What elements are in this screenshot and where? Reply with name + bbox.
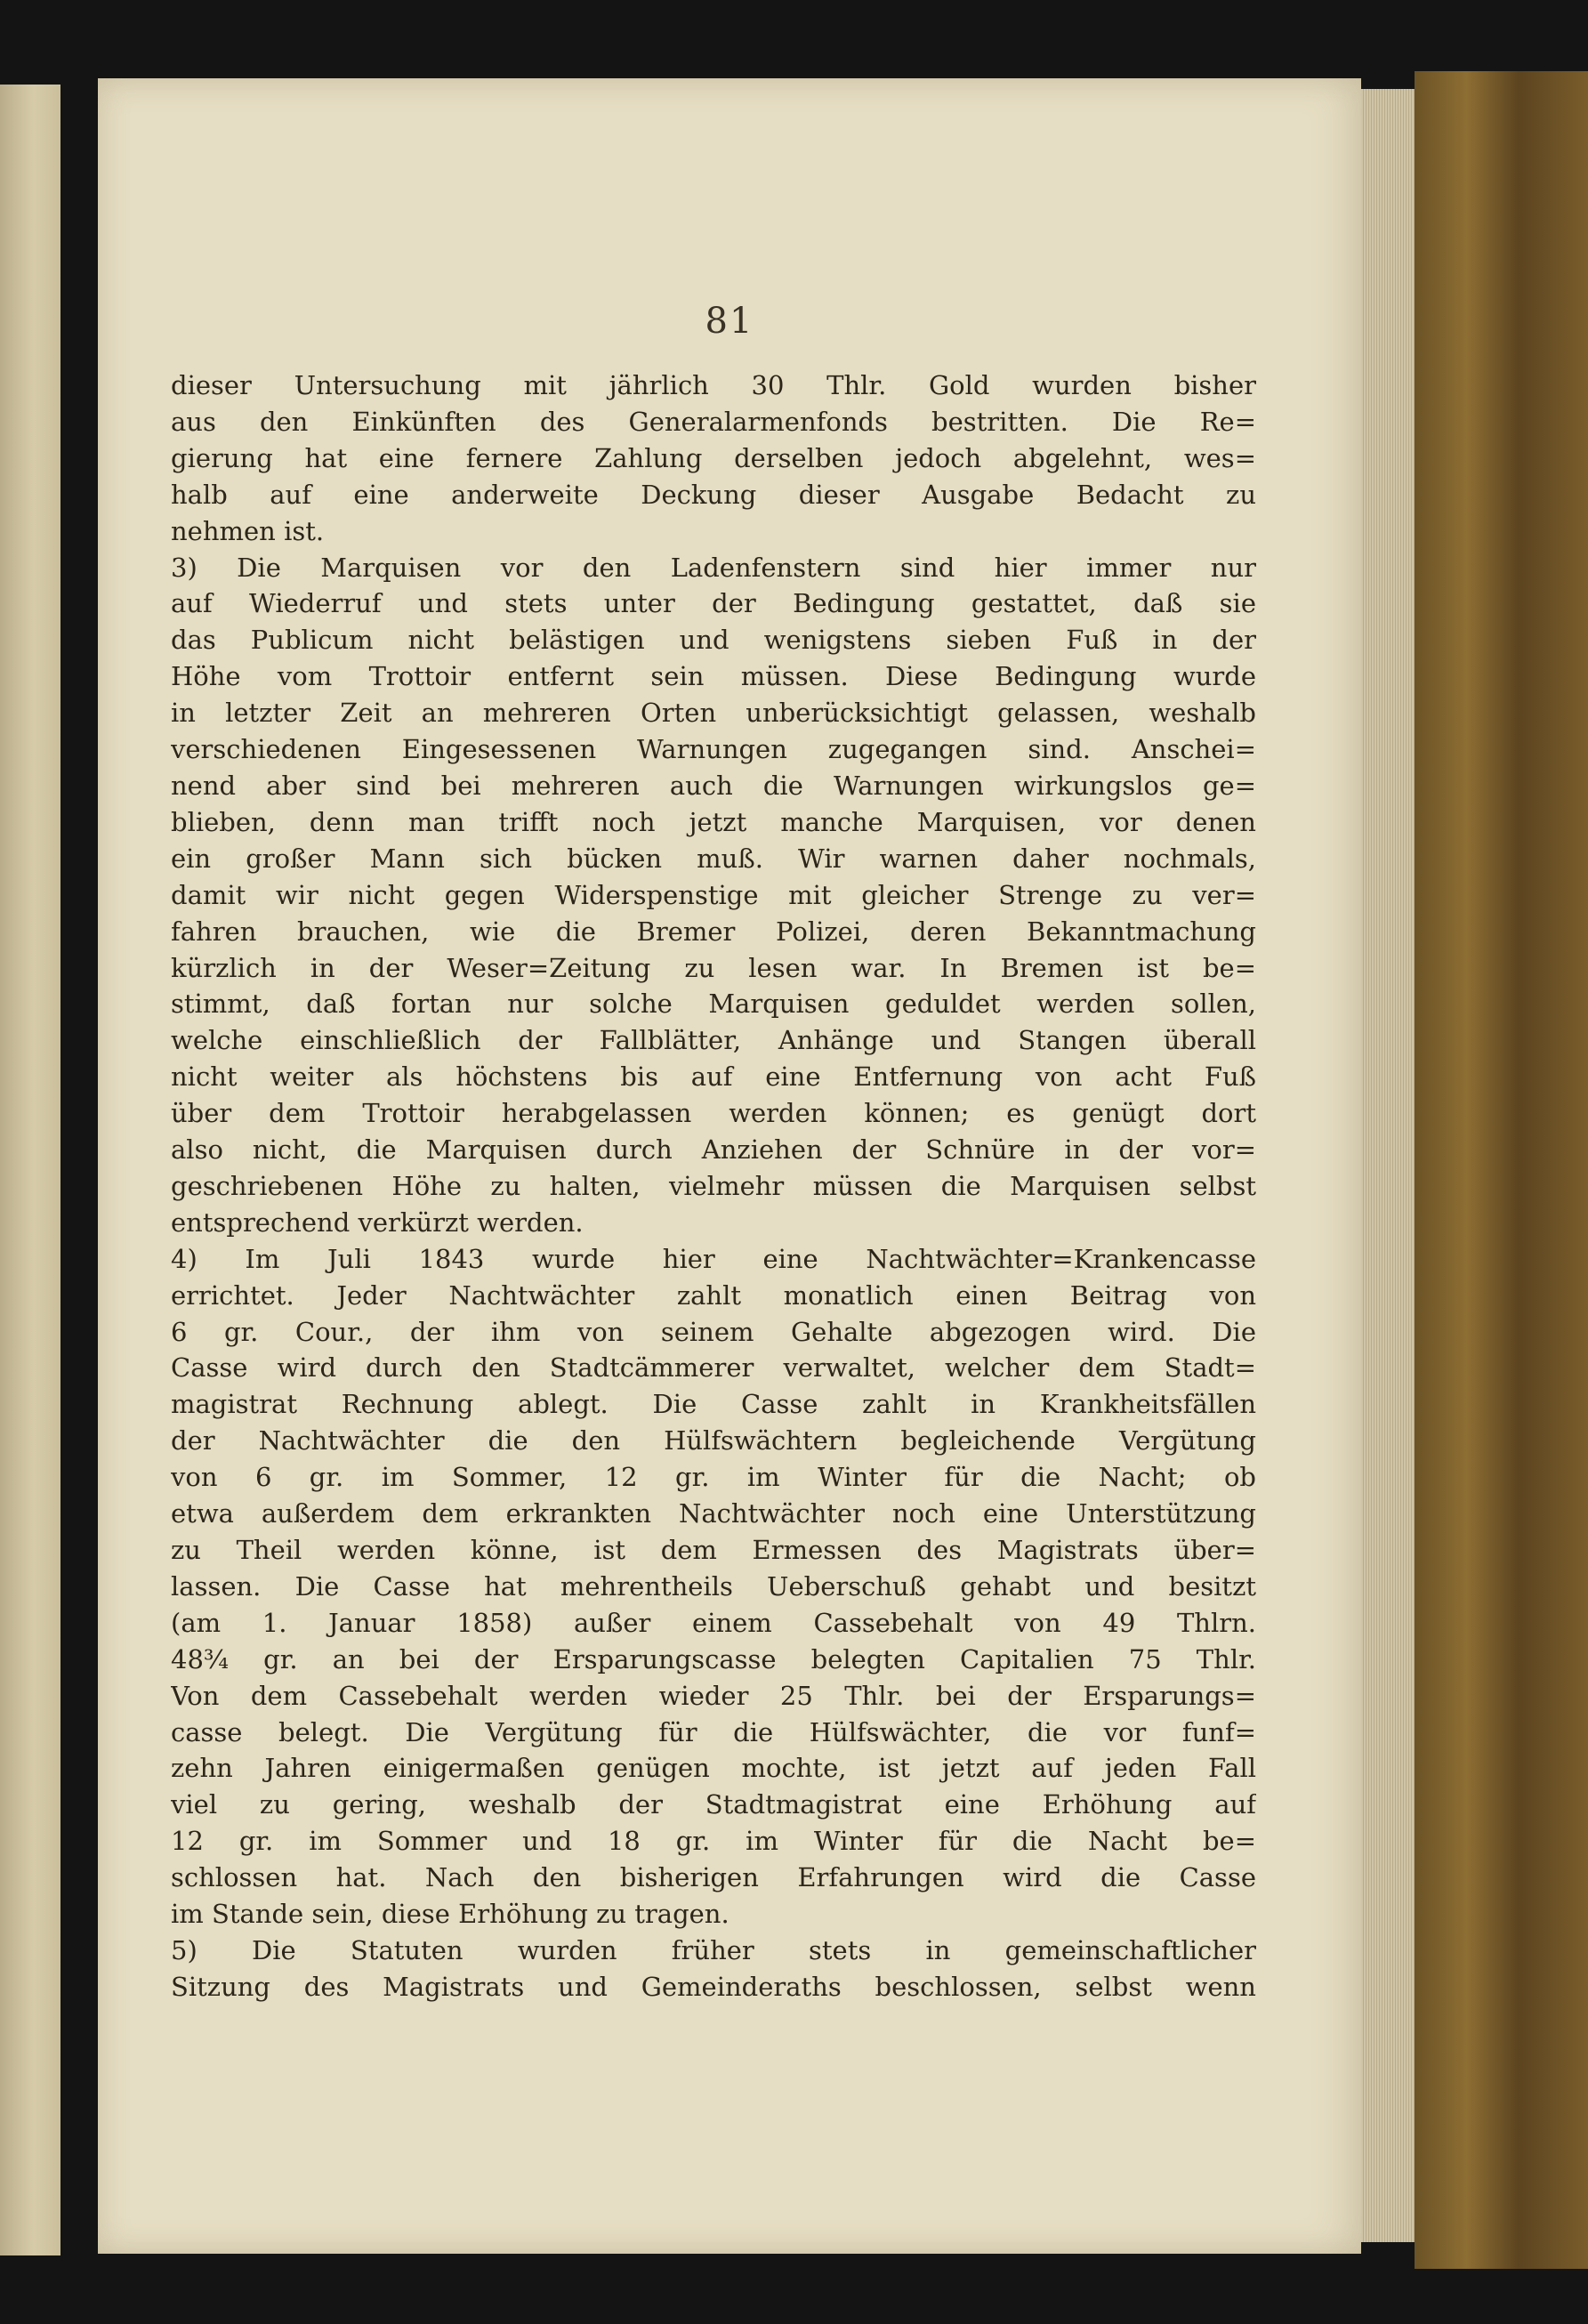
body-text xyxy=(171,367,1256,2005)
text-line: 12 gr. im Sommer und 18 gr. im Winter für die Nacht be= xyxy=(171,1826,1256,1857)
text-line: gierung hat eine fernere Zahlung derselben jedoch abgelehnt, wes= xyxy=(171,442,1256,473)
text-line: nend aber sind bei mehreren auch die Warnungen wirkungslos ge= xyxy=(171,770,1256,801)
text-line: zu Theil werden könne, ist dem Ermessen des Magistrats über= xyxy=(171,1535,1256,1565)
text-line: casse belegt. Die Vergütung für die Hülfswächter, die vor funf= xyxy=(171,1716,1256,1747)
text-line: zehn Jahren einigermaßen genügen mochte, ist jetzt auf jeden Fall xyxy=(171,1753,1256,1784)
text-line: dieser Untersuchung mit jährlich 30 Thlr. Gold wurden bisher xyxy=(171,370,1256,400)
text-line: Von dem Cassebehalt werden wieder 25 Thlr. bei der Ersparungs= xyxy=(171,1680,1256,1711)
text-line: welche einschließlich der Fallblätter, Anhänge und Stangen überall xyxy=(171,1025,1256,1056)
text-line: ein großer Mann sich bücken muß. Wir warnen daher nochmals, xyxy=(171,843,1256,874)
text-line: kürzlich in der Weser=Zeitung zu lesen war. In Bremen ist be= xyxy=(171,952,1256,983)
text-line: schlossen hat. Nach den bisherigen Erfahrungen wird die Casse xyxy=(171,1862,1256,1893)
text-line: Höhe vom Trottoir entfernt sein müssen. Diese Bedingung wurde xyxy=(171,661,1256,692)
text-line: blieben, denn man trifft noch jetzt manche Marquisen, vor denen xyxy=(171,806,1256,837)
page-stack-edge xyxy=(1361,89,1415,2242)
text-line: damit wir nicht gegen Widerspenstige mit gleicher Strenge zu ver= xyxy=(171,879,1256,910)
text-line: 48¾ gr. an bei der Ersparungscasse belegten Capitalien 75 Thlr. xyxy=(171,1643,1256,1674)
text-line: Casse wird durch den Stadtcämmerer verwaltet, welcher dem Stadt= xyxy=(171,1352,1256,1384)
text-line: 4) Im Juli 1843 wurde hier eine Nachtwächter=Krankencasse xyxy=(171,1243,1256,1274)
text-line: fahren brauchen, wie die Bremer Polizei, deren Bekanntmachung xyxy=(171,916,1256,947)
text-line: geschriebenen Höhe zu halten, vielmehr müssen die Marquisen selbst xyxy=(171,1170,1256,1201)
text-line: 5) Die Statuten wurden früher stets in gemeinschaftlicher xyxy=(171,1934,1256,1965)
text-line: verschiedenen Eingesessenen Warnungen zugegangen sind. Anschei= xyxy=(171,734,1256,765)
page-number: 81 xyxy=(705,301,754,342)
text-line: halb auf eine anderweite Deckung dieser Ausgabe Bedacht zu xyxy=(171,479,1256,510)
text-line: über dem Trottoir herabgelassen werden können; es genügt dort xyxy=(171,1098,1256,1129)
text-line: (am 1. Januar 1858) außer einem Cassebehalt von 49 Thlrn. xyxy=(171,1607,1256,1638)
text-line: magistrat Rechnung ablegt. Die Casse zahlt in Krankheitsfällen xyxy=(171,1389,1256,1420)
text-line: errichtet. Jeder Nachtwächter zahlt monatlich einen Beitrag von xyxy=(171,1279,1256,1311)
text-line: der Nachtwächter die den Hülfswächtern begleichende Vergütung xyxy=(171,1425,1256,1457)
book-cover-edge xyxy=(1415,71,1588,2269)
text-line: viel zu gering, weshalb der Stadtmagistrat eine Erhöhung auf xyxy=(171,1789,1256,1820)
text-line: nehmen ist. xyxy=(171,515,325,546)
text-line: stimmt, daß fortan nur solche Marquisen geduldet werden sollen, xyxy=(171,989,1256,1020)
text-line: in letzter Zeit an mehreren Orten unberücksichtigt gelassen, weshalb xyxy=(171,698,1256,729)
facing-page-edge xyxy=(0,85,60,2255)
text-line: aus den Einkünften des Generalarmenfonds bestritten. Die Re= xyxy=(171,406,1256,437)
text-line: nicht weiter als höchstens bis auf eine Entfernung von acht Fuß xyxy=(171,1061,1256,1093)
text-line: das Publicum nicht belästigen und wenigstens sieben Fuß in der xyxy=(171,625,1256,656)
book-page xyxy=(98,78,1361,2254)
text-line: 6 gr. Cour., der ihm von seinem Gehalte abgezogen wird. Die xyxy=(171,1316,1256,1347)
text-line: 3) Die Marquisen vor den Ladenfenstern sind hier immer nur xyxy=(171,552,1256,583)
text-line: im Stande sein, diese Erhöhung zu tragen. xyxy=(171,1899,730,1930)
text-line: lassen. Die Casse hat mehrentheils Ueberschuß gehabt und besitzt xyxy=(171,1570,1256,1602)
text-line: also nicht, die Marquisen durch Anziehen der Schnüre in der vor= xyxy=(171,1134,1256,1166)
text-line: Sitzung des Magistrats und Gemeinderaths beschlossen, selbst wenn xyxy=(171,1971,1256,2002)
text-line: etwa außerdem dem erkrankten Nachtwächter noch eine Unterstützung xyxy=(171,1498,1256,1529)
text-line: entsprechend verkürzt werden. xyxy=(171,1206,584,1238)
text-line: auf Wiederruf und stets unter der Bedingung gestattet, daß sie xyxy=(171,588,1256,619)
text-line: von 6 gr. im Sommer, 12 gr. im Winter für die Nacht; ob xyxy=(171,1462,1256,1493)
